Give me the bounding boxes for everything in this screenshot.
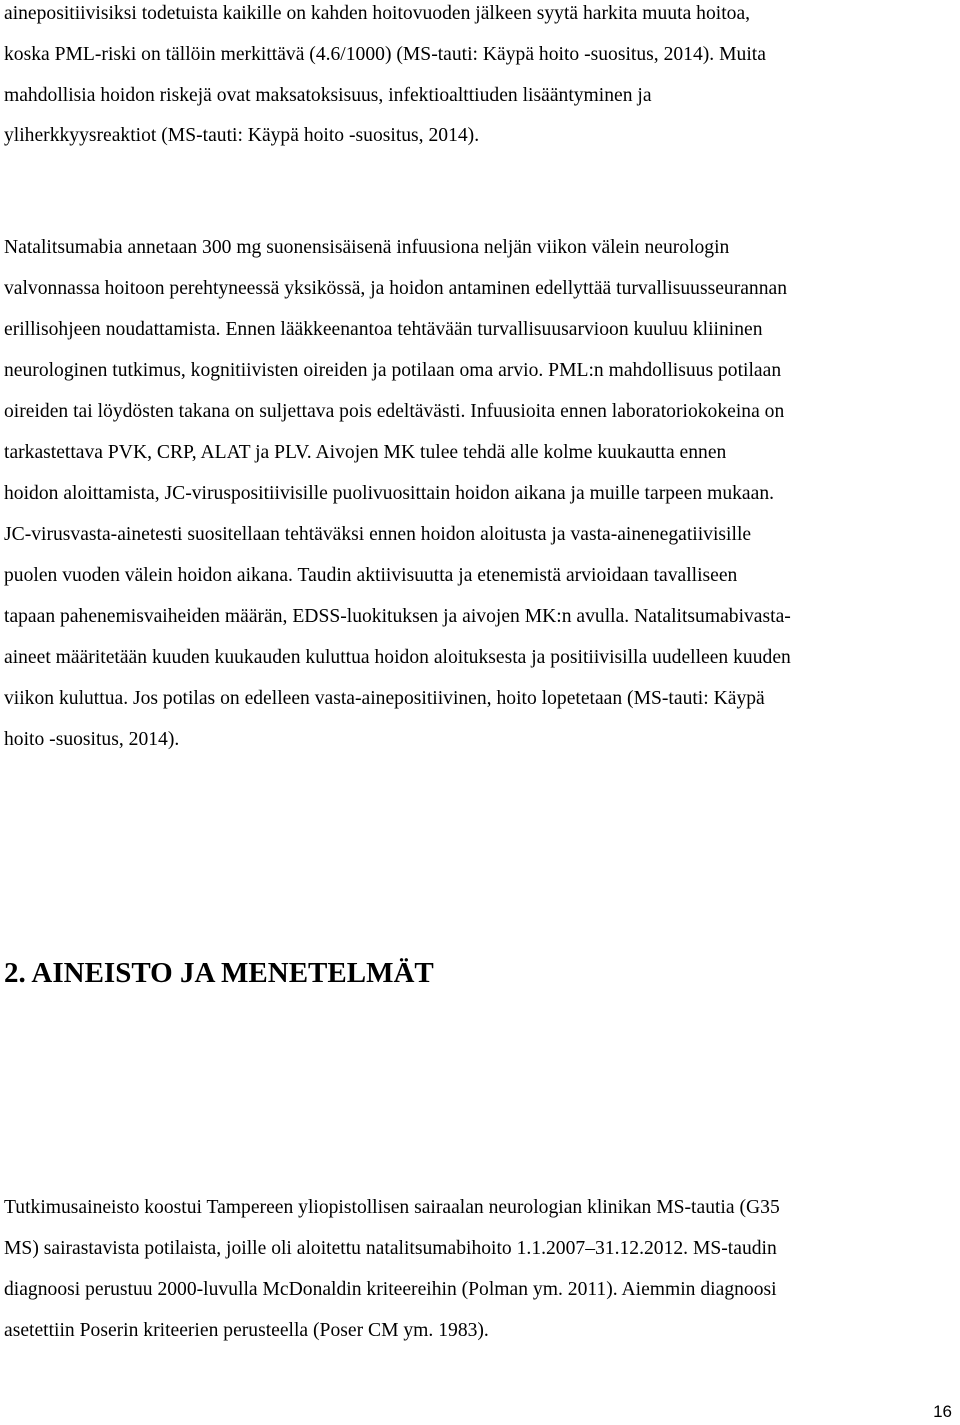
paragraph-2-line-13: hoito -suositus, 2014). [4,729,180,750]
paragraph-2-line-2: valvonnassa hoitoon perehtyneessä yksikössä, ja hoidon antaminen edellyttää turvallisuusseurannan [4,278,788,299]
paragraph-2-line-1: Natalitsumabia annetaan 300 mg suonensisäisenä infuusiona neljän viikon välein neurologin [4,237,730,258]
paragraph-2-line-6: tarkastettava PVK, CRP, ALAT ja PLV. Aivojen MK tulee tehdä alle kolme kuukautta ennen [4,442,727,463]
paragraph-3-line-1: Tutkimusaineisto koostui Tampereen yliopistollisen sairaalan neurologian klinikan MS-tautia (G35 [4,1197,780,1218]
paragraph-1-line-4: yliherkkyysreaktiot (MS-tauti: Käypä hoito -suositus, 2014). [4,125,480,146]
paragraph-1-line-3: mahdollisia hoidon riskejä ovat maksatoksisuus, infektioalttiuden lisääntyminen ja [4,85,652,106]
paragraph-2-line-4: neurologinen tutkimus, kognitiivisten oireiden ja potilaan oma arvio. PML:n mahdollisuus potilaan [4,360,782,381]
paragraph-2-line-8: JC-virusvasta-ainetesti suositellaan tehtäväksi ennen hoidon aloitusta ja vasta-ainenegatiivisille [4,524,752,545]
paragraph-3-line-3: diagnoosi perustuu 2000-luvulla McDonaldin kriteereihin (Polman ym. 2011). Aiemmin diagnoosi [4,1279,777,1300]
paragraph-2-line-10: tapaan pahenemisvaiheiden määrän, EDSS-luokituksen ja aivojen MK:n avulla. Natalitsumabivasta- [4,606,791,627]
paragraph-1-line-1: ainepositiivisiksi todetuista kaikille on kahden hoitovuoden jälkeen syytä harkita muuta hoitoa, [4,3,751,24]
paragraph-2-line-7: hoidon aloittamista, JC-viruspositiivisille puolivuosittain hoidon aikana ja muille tarpeen mukaan. [4,483,775,504]
paragraph-2-line-5: oireiden tai löydösten takana on suljettava pois edeltävästi. Infuusioita ennen laboratoriokokeina on [4,401,785,422]
paragraph-2-line-12: viikon kuluttua. Jos potilas on edelleen vasta-ainepositiivinen, hoito lopetetaan (MS-tauti: Käypä [4,688,765,709]
paragraph-3-line-4: asetettiin Poserin kriteerien perusteella (Poser CM ym. 1983). [4,1320,489,1341]
paragraph-3-line-2: MS) sairastavista potilaista, joille oli aloitettu natalitsumabihoito 1.1.2007–31.12.2012. MS-taudin [4,1238,777,1259]
section-heading: 2. AINEISTO JA MENETELMÄT [4,957,434,989]
paragraph-2-line-3: erillisohjeen noudattamista. Ennen lääkkeenantoa tehtävään turvallisuusarvioon kuuluu kliininen [4,319,763,340]
paragraph-1-line-2: koska PML-riski on tällöin merkittävä (4.6/1000) (MS-tauti: Käypä hoito -suositus, 2014). Muita [4,44,766,65]
paragraph-2-line-11: aineet määritetään kuuden kuukauden kuluttua hoidon aloituksesta ja positiivisilla uudelleen kuuden [4,647,791,668]
paragraph-2-line-9: puolen vuoden välein hoidon aikana. Taudin aktiivisuutta ja etenemistä arvioidaan tavalliseen [4,565,738,586]
page-number: 16 [933,1402,952,1421]
